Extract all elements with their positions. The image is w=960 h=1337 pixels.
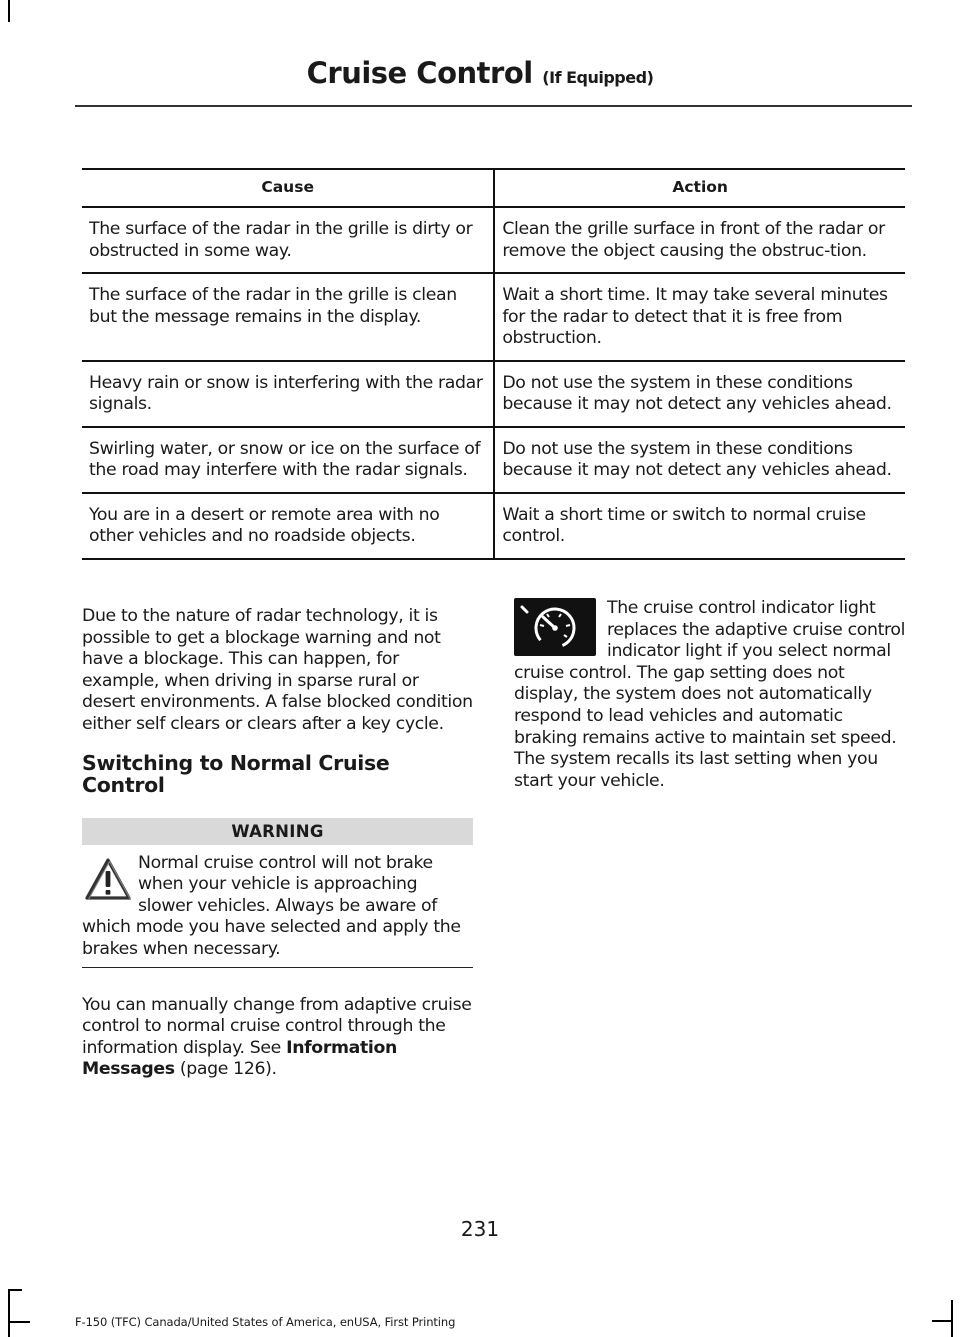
warning-box bbox=[82, 818, 473, 968]
action-cell: Do not use the system in these conditions because it may not detect any vehicles ahead. bbox=[494, 427, 905, 493]
left-column bbox=[82, 606, 473, 1081]
action-cell: Clean the grille surface in front of the radar or remove the object causing the obstruc-tion. bbox=[494, 207, 905, 273]
page-title-subtitle: (If Equipped) bbox=[542, 68, 654, 87]
right-column bbox=[514, 598, 906, 792]
manual-change-paragraph bbox=[82, 995, 473, 1081]
footer-text: F-150 (TFC) Canada/United States of America, enUSA, First Printing bbox=[75, 1315, 456, 1329]
table-row bbox=[82, 207, 905, 273]
crop-mark bbox=[8, 1289, 22, 1291]
warning-text: Normal cruise control will not brake when your vehicle is approaching slower vehicles. Always be aware of which mode you have selected and apply the brakes when necessary. bbox=[82, 852, 461, 959]
page-number: 231 bbox=[460, 1217, 500, 1241]
cause-cell: The surface of the radar in the grille is clean but the message remains in the display. bbox=[82, 273, 494, 361]
page-reference: (page 126). bbox=[179, 1059, 277, 1080]
crop-mark bbox=[8, 1321, 30, 1323]
page-title-main: Cruise Control bbox=[306, 56, 533, 90]
warning-label: WARNING bbox=[82, 818, 473, 845]
crop-mark bbox=[8, 1290, 10, 1337]
column-header-cause: Cause bbox=[82, 169, 494, 207]
cause-action-table bbox=[82, 168, 905, 560]
warning-body bbox=[82, 853, 473, 961]
table-header-row bbox=[82, 169, 905, 207]
crop-mark bbox=[8, 0, 10, 22]
action-cell: Do not use the system in these conditions because it may not detect any vehicles ahead. bbox=[494, 361, 905, 427]
information-messages-link[interactable]: Information Messages bbox=[82, 1037, 397, 1080]
manual-change-text: You can manually change from adaptive cruise control to normal cruise control through the information display. See bbox=[82, 994, 472, 1058]
crop-mark bbox=[932, 1320, 952, 1322]
cruise-control-speedometer-icon bbox=[514, 598, 596, 656]
page-title bbox=[0, 56, 960, 90]
crop-mark bbox=[951, 1300, 953, 1337]
table-row bbox=[82, 427, 905, 493]
cause-cell: The surface of the radar in the grille is dirty or obstructed in some way. bbox=[82, 207, 494, 273]
table-row bbox=[82, 493, 905, 559]
header-divider bbox=[75, 105, 912, 107]
column-header-action: Action bbox=[494, 169, 905, 207]
cause-cell: You are in a desert or remote area with no other vehicles and no roadside objects. bbox=[82, 493, 494, 559]
table-row bbox=[82, 361, 905, 427]
action-cell: Wait a short time or switch to normal cruise control. bbox=[494, 493, 905, 559]
warning-triangle-icon bbox=[84, 857, 132, 901]
action-cell: Wait a short time. It may take several minutes for the radar to detect that it is free from obstruction. bbox=[494, 273, 905, 361]
cause-cell: Swirling water, or snow or ice on the surface of the road may interfere with the radar signals. bbox=[82, 427, 494, 493]
section-heading: Switching to Normal Cruise Control bbox=[82, 750, 390, 797]
radar-blockage-paragraph: Due to the nature of radar technology, it is possible to get a blockage warning and not have a blockage. This can happen, for example, when driving in sparse rural or desert environments. A false blocked condition either self clears or clears after a key cycle. bbox=[82, 606, 473, 734]
normal-cruise-indicator-paragraph: The cruise control indicator light replaces the adaptive cruise control indicator light if you select normal cruise control. The gap setting does not display, the system does not automatically respond to lead vehicles and automatic braking remains active to maintain set speed. The system recalls its last setting when you start your vehicle. bbox=[514, 598, 906, 791]
cause-cell: Heavy rain or snow is interfering with the radar signals. bbox=[82, 361, 494, 427]
table-row bbox=[82, 273, 905, 361]
